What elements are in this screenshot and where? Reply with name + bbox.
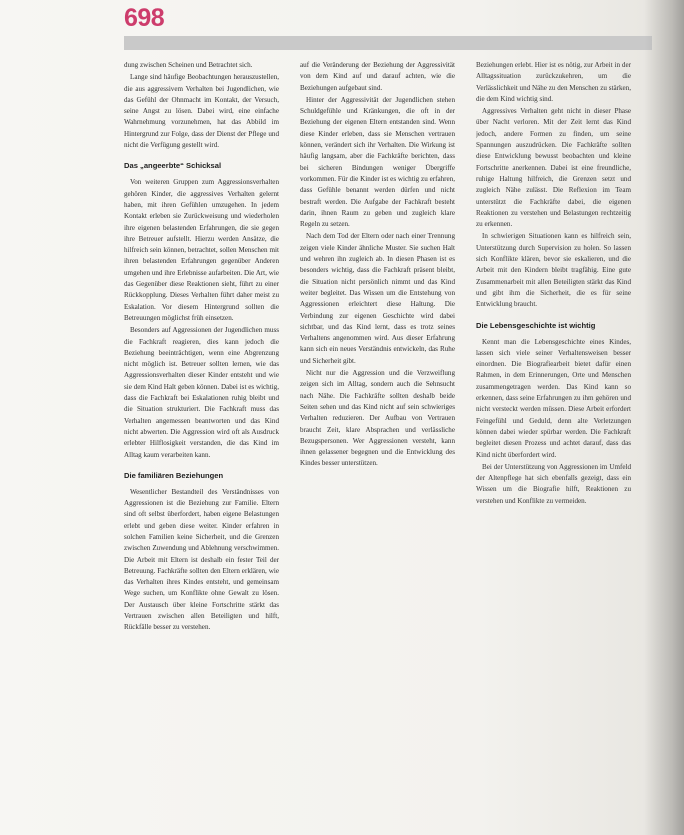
paragraph: Beziehungen erlebt. Hier ist es nötig, zur Arbeit in der Alltagssituation zurückzukehren, um die Verlässlichkeit und Nähe zu den Menschen zu stärken, die dem Kind wichtig sind. xyxy=(476,61,631,103)
paragraph: Lange sind häufige Beobachtungen herauszustellen, die aus aggressivem Verhalten bei Jugendlichen, wie das Gefühl der Ohnmacht im Kontakt, der Versuch, seine Angst zu lösen. Dabei wird, eine einfache Wahrnehmung vorzunehmen, hat das Abbild im Hintergrund zur Folge, dass der Dienst der Pflege und nicht die Verfügung gestellt wird. xyxy=(124,73,279,150)
paragraph: Kennt man die Lebensgeschichte eines Kindes, lassen sich viele seiner Verhaltensweisen besser einordnen. Die Biografiearbeit bietet dafür einen Rahmen, in dem Erinnerungen, Orte und Menschen zusammengetragen werden. Das Kind kann so erkennen, dass seine Erfahrungen zu ihm gehören und nicht versteckt werden müssen. Diese Arbeit erfordert Feingefühl und Geduld, denn alte Verletzungen können dabei wieder spürbar werden. Die Fachkraft begleitet diesen Prozess und achtet darauf, dass das Kind nicht überfordert wird. xyxy=(476,337,631,459)
header-bar xyxy=(124,36,652,50)
paragraph: Aggressives Verhalten geht nicht in dieser Phase über Nacht verloren. Mit der Zeit lernt das Kind jedoch, andere Formen zu finden, um seine Spannungen auszudrücken. Die Fachkräfte sollten diese Entwicklung bewusst beobachten und kleine Fortschritte anerkennen. Dabei ist eine freundliche, ruhige Haltung hilfreich, die Grenzen setzt und zugleich Nähe zulässt. Die Reflexion im Team unterstützt die Fachkräfte dabei, die eigenen Reaktionen zu verstehen und Belastungen rechtzeitig zu erkennen. xyxy=(476,107,631,229)
page-gutter-shadow xyxy=(644,0,684,835)
paragraph: Wesentlicher Bestandteil des Verständnisses von Aggressionen ist die Beziehung zur Familie. Eltern sind oft selbst überfordert, haben eigene Belastungen erlebt und geben diese weiter. Kinder erfahren in solchen Familien keine Sicherheit, und die Grenzen zwischen Zuwendung und Ablehnung verschwimmen. Die Arbeit mit Eltern ist deshalb ein fester Teil der Betreuung. Fachkräfte sollten den Eltern erklären, wie das Verhalten ihres Kindes entsteht, und gemeinsam Wege suchen, um Konflikte ohne Gewalt zu lösen. Der Austausch über kleine Fortschritte stärkt das Vertrauen zwischen allen Beteiligten und hilft, Rückfälle besser zu verstehen. xyxy=(124,487,279,632)
text-column-3 xyxy=(476,60,631,830)
page-number: 698 xyxy=(124,4,165,32)
paragraph: In schwierigen Situationen kann es hilfreich sein, Unterstützung durch Supervision zu holen. So lassen sich Konflikte klären, bevor sie eskalieren, und die Arbeit mit den Kindern bleibt tragfähig. Eine gute Zusammenarbeit mit allen Beteiligten stärkt das Kind und gibt ihm die Sicherheit, die es für seine Entwicklung braucht. xyxy=(476,232,631,309)
paragraph: Bei der Unterstützung von Aggressionen im Umfeld der Altenpflege hat sich ebenfalls gezeigt, dass ein Wissen um die Biografie hilft, Reaktionen zu verstehen und Konflikte zu vermeiden. xyxy=(476,462,631,505)
text-column-1 xyxy=(124,60,279,830)
paragraph: auf die Veränderung der Beziehung der Aggressivität von dem Kind auf und darauf achten, wie die Beziehungen aufgebaut sind. xyxy=(300,61,455,92)
paragraph: Besonders auf Aggressionen der Jugendlichen muss die Fachkraft reagieren, dies kann jedoch die Beziehung beeinträchtigen, wenn eine Abgrenzung nicht möglich ist. Betreuer sollten lernen, wie das Aggressionsverhalten dieser Kinder entsteht und wie sie dem Kind Halt geben können. Dabei ist es wichtig, dass die Fachkraft bei Eskalationen ruhig bleibt und die Situation strukturiert. Die Fachkraft muss das Verhalten angemessen beantworten und das Kind nicht abwerten. Die Aggression wird oft als Ausdruck erlebter Hilflosigkeit verstanden, die das Kind im Alltag kaum verarbeiten kann. xyxy=(124,326,279,459)
paragraph: Nach dem Tod der Eltern oder nach einer Trennung zeigen viele Kinder ähnliche Muster. Sie suchen Halt und wehren ihn zugleich ab. In diesen Phasen ist es besonders wichtig, dass die Fachkraft präsent bleibt, die Situation nicht persönlich nimmt und das Kind weiter begleitet. Das Wissen um die Entstehung von Aggressionen erleichtert diese Haltung. Die Verbindung zur eigenen Geschichte wird dabei sichtbar, und das Kind lernt, dass es trotz seines Verhaltens angenommen wird. Aus dieser Erfahrung kann sich ein neues Verständnis entwickeln, das Ruhe und Sicherheit gibt. xyxy=(300,232,455,365)
text-column-2 xyxy=(300,60,455,830)
paragraph: Hinter der Aggressivität der Jugendlichen stehen Schuldgefühle und Kränkungen, die oft in der Beziehung der eigenen Eltern entstanden sind. Wenn diese Kinder erleben, dass sie Menschen vertrauen können, verändert sich ihr Verhalten. Die Wirkung ist häufig langsam, aber die Fachkräfte berichten, dass bei sicheren Bindungen weniger Übergriffe vorkommen. Für die Kinder ist es wichtig zu erfahren, dass Gefühle benannt werden dürfen und nicht bestraft werden. Die Aufgabe der Fachkraft besteht darin, ihnen Raum zu geben und zugleich klare Regeln zu setzen. xyxy=(300,95,455,229)
paragraph: dung zwischen Scheinen und Betrachtet sich. xyxy=(124,61,253,69)
paragraph: Von weiteren Gruppen zum Aggressionsverhalten gehören Kinder, die aggressives Verhalten gelernt haben, mit ihren Gefühlen umzugehen. In jedem Kontakt erleben sie Zurückweisung und wiederholen ihre eigenen belastenden Erfahrungen, die sie gegen ihre Betreuer aufstellt. Hierzu werden Ansätze, die hilfreich sein können, betrachtet, sollen Menschen mit ihren belastenden Erfahrungen gegenüber Anderen umgehen und ihre Erlebnisse aufarbeiten. Die Art, wie das Gegenüber diese Reaktionen sieht, führt zu einer Rückkopplung. Dieses Verhalten führt daher meist zu Eskalation. Vor diesem Hintergrund sollten die Betreuungen möglichst früh einsetzen. xyxy=(124,178,279,322)
section-heading: Die Lebensgeschichte ist wichtig xyxy=(476,320,596,330)
paragraph: Nicht nur die Aggression und die Verzweiflung zeigen sich im Alltag, sondern auch die Sehnsucht nach Nähe. Die Fachkräfte sollten deshalb beide Seiten sehen und das Kind nicht auf sein schwieriges Verhalten reduzieren. Der Aufbau von Vertrauen braucht Zeit, klare Absprachen und verlässliche Bezugspersonen. Wer Aggressionen versteht, kann ihnen gelassener begegnen und die Entwicklung des Kindes besser unterstützen. xyxy=(300,369,455,468)
section-heading: Die familiären Beziehungen xyxy=(124,470,224,480)
section-heading: Das „angeerbte“ Schicksal xyxy=(124,161,222,171)
